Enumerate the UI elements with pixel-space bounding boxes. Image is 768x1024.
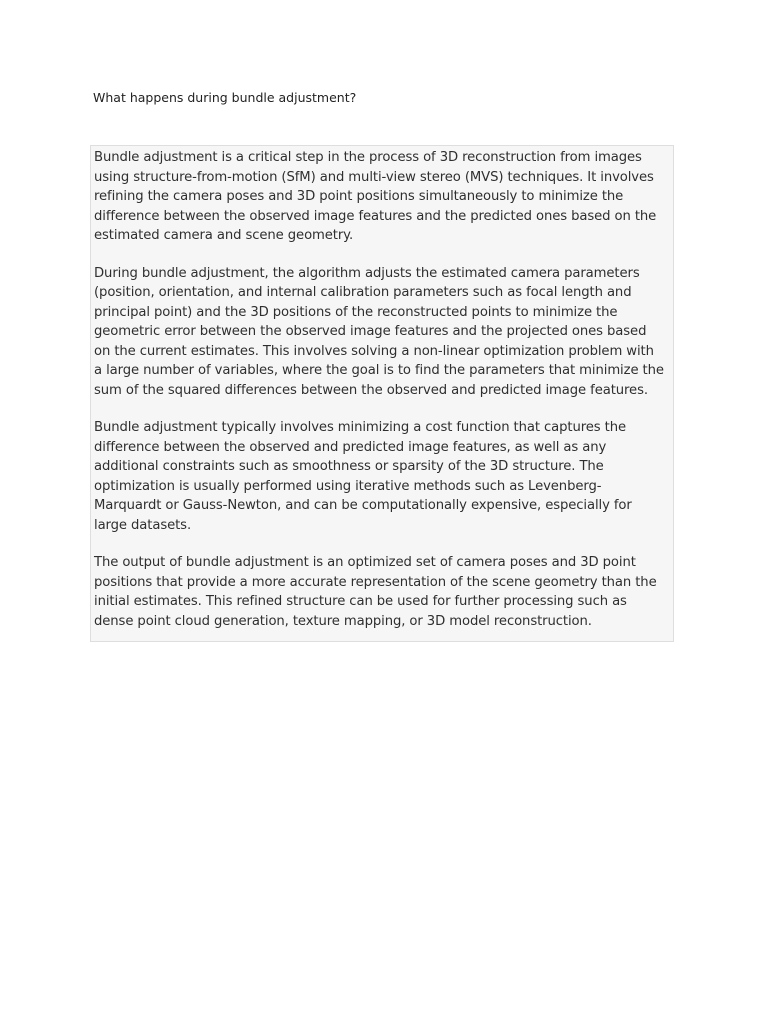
answer-box — [90, 145, 674, 642]
answer-paragraph-2: During bundle adjustment, the algorithm adjusts the estimated camera parameters (position, orientation, and internal calibration parameters such as focal length and principal point) and the 3D positions of the reconstructed points to minimize the geometric error between the observed image features and the projected ones based on the current estimates. This involves solving a non-linear optimization problem with a large number of variables, where the goal is to find the parameters that minimize the sum of the squared differences between the observed and predicted image features. — [94, 265, 664, 398]
answer-paragraph-3: Bundle adjustment typically involves minimizing a cost function that captures the difference between the observed and predicted image features, as well as any additional constraints such as smoothness or sparsity of the 3D structure. The optimization is usually performed using iterative methods such as Levenberg-Marquardt or Gauss-Newton, and can be computationally expensive, especially for large datasets. — [94, 420, 632, 533]
answer-paragraph-1: Bundle adjustment is a critical step in the process of 3D reconstruction from images using structure-from-motion (SfM) and multi-view stereo (MVS) techniques. It involves refining the camera poses and 3D point positions simultaneously to minimize the difference between the observed image features and the predicted ones based on the estimated camera and scene geometry. — [94, 150, 657, 243]
question-heading: What happens during bundle adjustment? — [93, 90, 357, 105]
answer-paragraph-4: The output of bundle adjustment is an optimized set of camera poses and 3D point positions that provide a more accurate representation of the scene geometry than the initial estimates. This refined structure can be used for further processing such as dense point cloud generation, texture mapping, or 3D model reconstruction. — [94, 555, 657, 629]
